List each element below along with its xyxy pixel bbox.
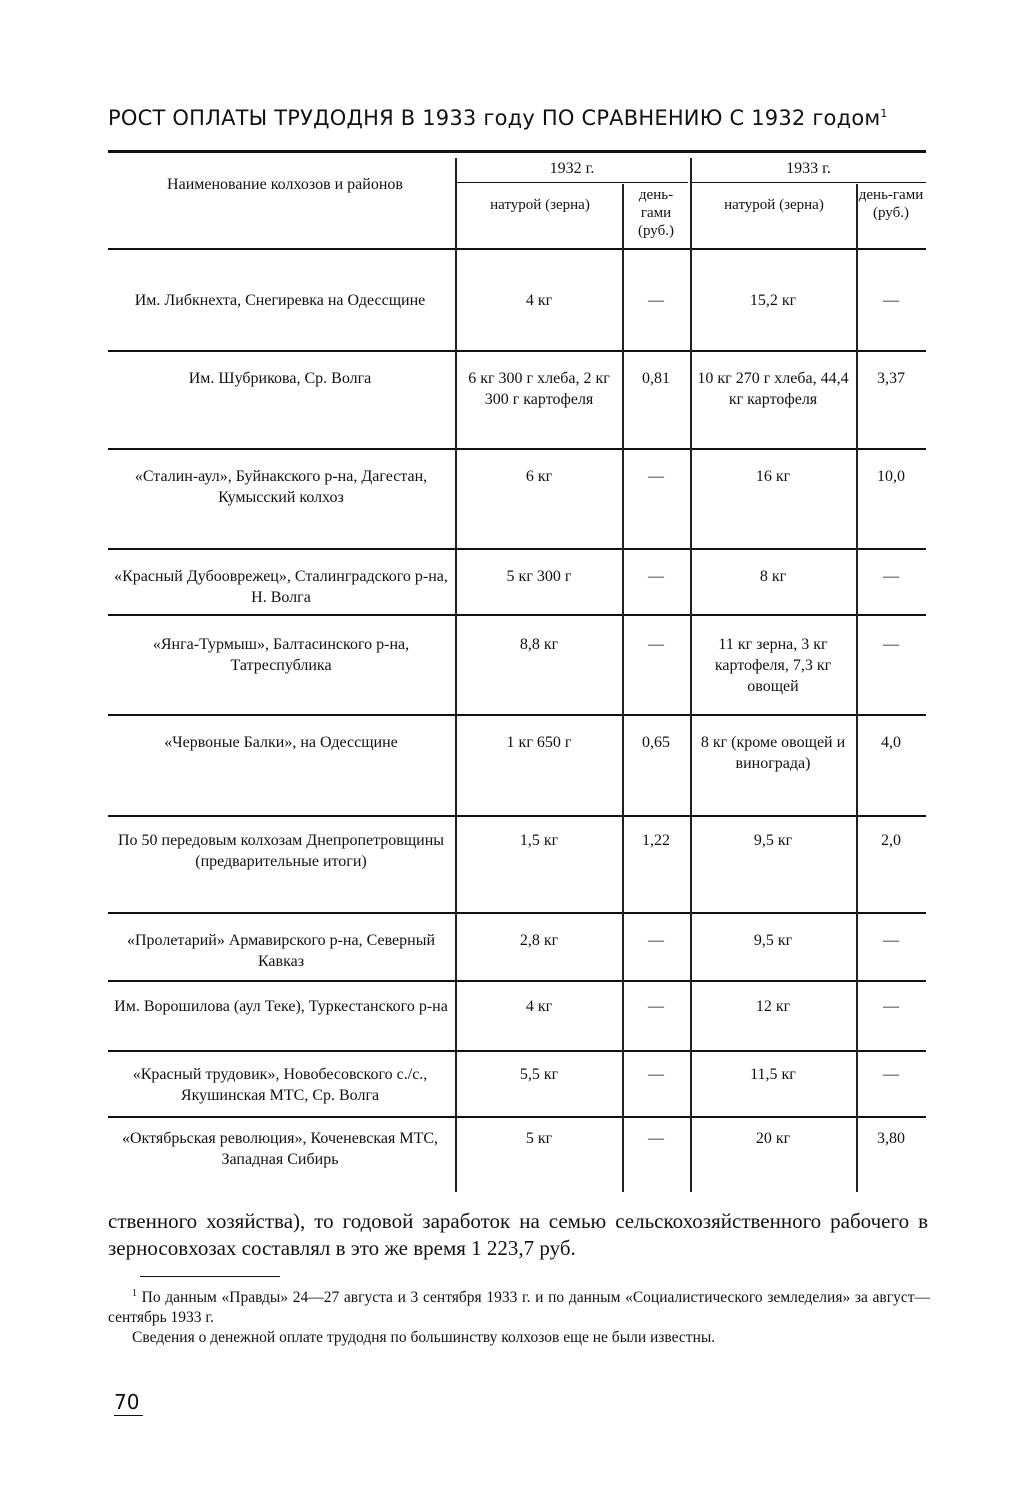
row-dengi-1932: 1,22 — [642, 832, 670, 849]
column-divider — [622, 184, 624, 1192]
row-natura-1933: 15,2 кг — [749, 292, 797, 309]
row-natura-1932: 2,8 кг — [519, 932, 559, 949]
row-divider — [108, 448, 926, 450]
row-natura-1932: 5 кг — [525, 1130, 553, 1147]
column-divider — [455, 158, 457, 1192]
year-underline-1933 — [691, 182, 926, 183]
row-name: Им. Ворошилова (аул Теке), Туркестанского р-на — [114, 998, 448, 1015]
row-dengi-1933: — — [883, 998, 899, 1015]
row-natura-1932: 6 кг 300 г хлеба, 2 кг 300 г картофеля — [468, 370, 610, 408]
footnote-2: Сведения о денежной оплате трудодня по большинству колхозов еще не были известны. — [132, 1329, 716, 1346]
row-divider — [108, 1050, 926, 1052]
row-natura-1932: 5 кг 300 г — [506, 568, 572, 585]
column-divider — [690, 158, 692, 1192]
row-dengi-1933: — — [883, 568, 899, 585]
row-dengi-1932: — — [648, 468, 664, 485]
footnote-separator — [140, 1276, 280, 1277]
row-name: Им. Шубрикова, Ср. Волга — [188, 370, 372, 387]
row-natura-1933: 11 кг зерна, 3 кг картофеля, 7,3 кг овощей — [714, 636, 832, 695]
row-dengi-1933: 3,37 — [877, 370, 905, 387]
title-footnote-mark: 1 — [880, 107, 888, 120]
row-dengi-1932: — — [648, 568, 664, 585]
row-natura-1932: 8,8 кг — [519, 636, 559, 653]
table-title — [108, 106, 928, 130]
page-number: 70 — [114, 1390, 143, 1416]
row-natura-1933: 9,5 кг — [753, 932, 793, 949]
footnote-1 — [108, 1284, 930, 1328]
row-dengi-1933: 10,0 — [877, 468, 905, 485]
row-dengi-1933: — — [883, 292, 899, 309]
row-natura-1932: 6 кг — [525, 468, 553, 485]
row-divider — [108, 1116, 926, 1118]
row-name: «Красный Дубооврежец», Сталинградского р-на, Н. Волга — [114, 568, 448, 606]
row-divider — [108, 815, 926, 817]
column-divider — [856, 184, 858, 1192]
row-dengi-1932: — — [648, 1066, 664, 1083]
row-natura-1933: 20 кг — [755, 1130, 791, 1147]
row-dengi-1933: 2,0 — [881, 832, 901, 849]
body-paragraph: ственного хозяйства), то годовой заработок на семью сельскохозяйственного рабочего в зерносовхозах составлял в это же время 1 223,7 руб. — [108, 1209, 928, 1260]
row-name: По 50 передовым колхозам Днепропетровщины (предварительные итоги) — [117, 832, 445, 870]
header-natura-1933: натурой (зерна) — [724, 197, 824, 213]
header-natura-1932: натурой (зерна) — [490, 197, 590, 213]
row-dengi-1932: 0,81 — [642, 370, 670, 387]
row-divider — [108, 548, 926, 550]
row-natura-1932: 4 кг — [525, 292, 553, 309]
header-dengi-1933: день-гами (руб.) — [858, 187, 924, 221]
row-name: «Янга-Турмыш», Балтасинского р-на, Татреспублика — [152, 636, 410, 674]
row-divider — [108, 714, 926, 716]
footnote-1-mark: 1 — [132, 1288, 137, 1299]
row-dengi-1933: 4,0 — [881, 734, 901, 751]
footnote-1-text: По данным «Правды» 24—27 августа и 3 сентября 1933 г. и по данным «Социалистического земледелия» за август—сентябрь 1933 г. — [108, 1289, 931, 1327]
row-name: «Сталин-аул», Буйнакского р-на, Дагестан, Кумысский колхоз — [134, 468, 428, 506]
header-year-1932: 1932 г. — [549, 160, 595, 177]
row-dengi-1932: — — [648, 932, 664, 949]
row-dengi-1933: — — [883, 636, 899, 653]
row-natura-1933: 11,5 кг — [750, 1066, 796, 1083]
table-title-text: РОСТ ОПЛАТЫ ТРУДОДНЯ В 1933 году ПО СРАВНЕНИЮ С 1932 годом — [108, 106, 881, 130]
row-name: «Червоные Балки», на Одессщине — [164, 734, 398, 751]
row-name: Им. Либкнехта, Снегиревка на Одессщине — [134, 292, 426, 309]
row-dengi-1932: 0,65 — [642, 734, 670, 751]
row-divider — [108, 350, 926, 352]
header-bottom-rule — [108, 248, 926, 250]
row-dengi-1933: 3,80 — [877, 1130, 905, 1147]
row-name: «Красный трудовик», Новобесовского с./с., Якушинская МТС, Ср. Волга — [132, 1066, 428, 1104]
row-natura-1933: 8 кг — [759, 568, 787, 585]
row-divider — [108, 614, 926, 616]
header-year-1933: 1933 г. — [786, 160, 831, 177]
row-dengi-1933: — — [883, 1066, 899, 1083]
row-natura-1933: 8 кг (кроме овощей и винограда) — [700, 734, 846, 772]
row-dengi-1933: — — [883, 932, 899, 949]
row-natura-1932: 4 кг — [525, 998, 553, 1015]
row-natura-1933: 9,5 кг — [753, 832, 793, 849]
header-dengi-1932: день-гами (руб.) — [638, 187, 674, 239]
row-divider — [108, 912, 926, 914]
row-name: «Пролетарий» Армавирского р-на, Северный Кавказ — [126, 932, 435, 970]
row-name: «Октябрьская революция», Коченевская МТС, Западная Сибирь — [121, 1130, 439, 1168]
year-underline-1932 — [456, 182, 688, 183]
row-dengi-1932: — — [648, 1130, 664, 1147]
row-natura-1933: 12 кг — [755, 998, 791, 1015]
row-natura-1933: 10 кг 270 г хлеба, 44,4 кг картофеля — [697, 370, 849, 408]
row-natura-1932: 5,5 кг — [519, 1066, 559, 1083]
row-dengi-1932: — — [648, 636, 664, 653]
table-top-rule — [108, 150, 926, 153]
row-dengi-1932: — — [648, 998, 664, 1015]
row-natura-1932: 1 кг 650 г — [506, 734, 572, 751]
header-name: Наименование колхозов и районов — [167, 176, 403, 193]
row-natura-1933: 16 кг — [755, 468, 791, 485]
row-dengi-1932: — — [648, 292, 664, 309]
row-natura-1932: 1,5 кг — [519, 832, 559, 849]
row-divider — [108, 980, 926, 982]
